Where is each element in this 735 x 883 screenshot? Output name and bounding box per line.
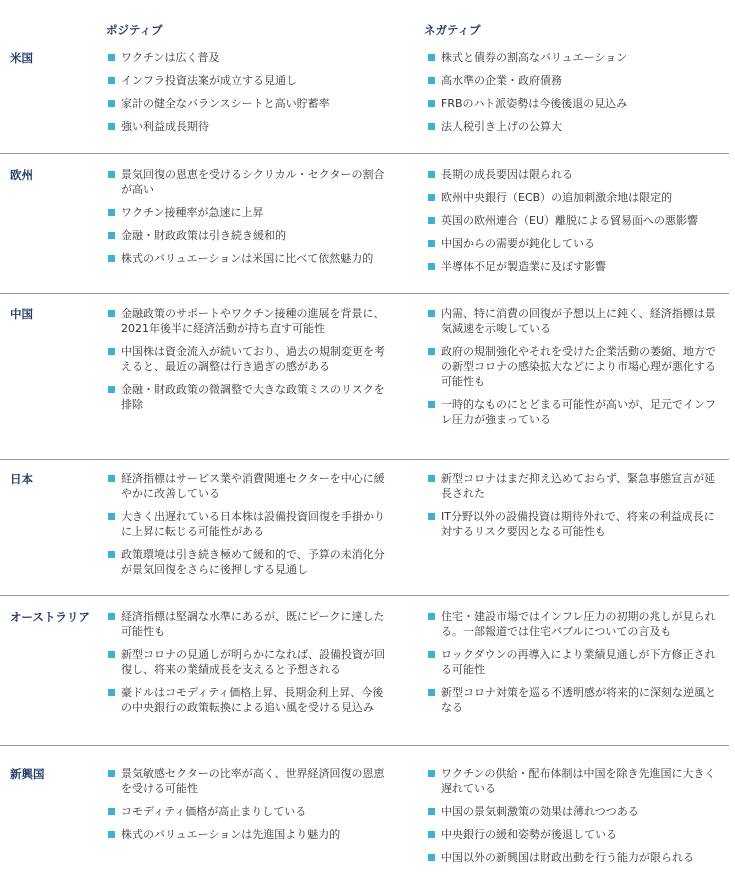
item-text: ワクチンは広く普及 xyxy=(121,51,220,64)
positive-header: ポジティブ xyxy=(106,23,163,37)
item-text: 家計の健全なバランスシートと高い貯蓄率 xyxy=(121,97,330,110)
positive-item xyxy=(108,306,393,336)
item-text: 中国からの需要が鈍化している xyxy=(441,237,595,250)
negative-header: ネガティブ xyxy=(424,23,481,37)
square-bullet-icon xyxy=(428,475,435,482)
positive-list xyxy=(108,766,393,850)
square-bullet-icon xyxy=(428,171,435,178)
item-text: FRBのハト派姿勢は今後後退の見込み xyxy=(441,97,628,110)
region-label: 中国 xyxy=(10,307,33,321)
positive-item xyxy=(108,471,393,501)
square-bullet-icon xyxy=(108,613,115,620)
square-bullet-icon xyxy=(428,263,435,270)
positive-item xyxy=(108,96,393,111)
item-text: 住宅・建設市場ではインフレ圧力の初期の兆しが見られる。一部報道では住宅バブルについての言及も xyxy=(441,610,716,638)
region-label: オーストラリア xyxy=(10,610,90,624)
section-divider xyxy=(0,745,729,746)
item-text: 株式と債券の割高なバリュエーション xyxy=(441,51,628,64)
square-bullet-icon xyxy=(428,651,435,658)
square-bullet-icon xyxy=(428,100,435,107)
positive-item xyxy=(108,685,393,715)
region-label: 欧州 xyxy=(10,168,33,182)
square-bullet-icon xyxy=(428,348,435,355)
item-text: 中国の景気刺激策の効果は薄れつつある xyxy=(441,805,639,818)
positive-list xyxy=(108,167,393,274)
square-bullet-icon xyxy=(428,217,435,224)
square-bullet-icon xyxy=(108,209,115,216)
item-text: 中国株は資金流入が続いており、過去の規制変更を考えると、最近の調整は行き過ぎの感がある xyxy=(121,345,385,373)
square-bullet-icon xyxy=(428,808,435,815)
item-text: ワクチンの供給・配布体制は中国を除き先進国に大きく遅れている xyxy=(441,767,716,795)
region-label: 日本 xyxy=(10,472,33,486)
square-bullet-icon xyxy=(428,854,435,861)
negative-item xyxy=(428,647,718,677)
item-text: 長期の成長要因は限られる xyxy=(441,168,573,181)
square-bullet-icon xyxy=(108,100,115,107)
negative-item xyxy=(428,236,718,251)
negative-item xyxy=(428,827,718,842)
square-bullet-icon xyxy=(428,240,435,247)
positive-item xyxy=(108,205,393,220)
square-bullet-icon xyxy=(108,348,115,355)
square-bullet-icon xyxy=(108,77,115,84)
negative-item xyxy=(428,850,718,865)
negative-item xyxy=(428,609,718,639)
positive-list xyxy=(108,50,393,142)
positive-item xyxy=(108,50,393,65)
positive-item xyxy=(108,804,393,819)
item-text: 新型コロナ対策を巡る不透明感が将来的に深刻な逆風となる xyxy=(441,686,716,714)
negative-item xyxy=(428,397,718,427)
negative-item xyxy=(428,766,718,796)
positive-item xyxy=(108,73,393,88)
item-text: 金融・財政政策の微調整で大きな政策ミスのリスクを排除 xyxy=(121,383,385,411)
negative-item xyxy=(428,50,718,65)
square-bullet-icon xyxy=(428,123,435,130)
positive-item xyxy=(108,119,393,134)
item-text: 欧州中央銀行（ECB）の追加刺激余地は限定的 xyxy=(441,191,673,204)
square-bullet-icon xyxy=(428,770,435,777)
section-divider xyxy=(0,459,729,460)
square-bullet-icon xyxy=(108,386,115,393)
square-bullet-icon xyxy=(428,194,435,201)
item-text: 中国以外の新興国は財政出動を行う能力が限られる xyxy=(441,851,694,864)
square-bullet-icon xyxy=(428,54,435,61)
square-bullet-icon xyxy=(108,232,115,239)
item-text: 景気敏感セクターの比率が高く、世界経済回復の恩恵を受ける可能性 xyxy=(121,767,385,795)
negative-list xyxy=(428,306,718,435)
negative-item xyxy=(428,119,718,134)
square-bullet-icon xyxy=(108,808,115,815)
negative-list xyxy=(428,471,718,547)
square-bullet-icon xyxy=(108,54,115,61)
region-label: 新興国 xyxy=(10,767,45,781)
item-text: ロックダウンの再導入により業績見通しが下方修正される可能性 xyxy=(441,648,716,676)
positive-item xyxy=(108,609,393,639)
item-text: 大きく出遅れている日本株は設備投資回復を手掛かりに上昇に転じる可能性がある xyxy=(121,510,385,538)
negative-item xyxy=(428,509,718,539)
item-text: 株式のバリュエーションは米国に比べて依然魅力的 xyxy=(121,252,374,265)
item-text: 政府の規制強化やそれを受けた企業活動の萎縮、地方での新型コロナの感染拡大などにより市場心理が悪化する可能性も xyxy=(441,345,716,388)
square-bullet-icon xyxy=(108,255,115,262)
negative-item xyxy=(428,344,718,389)
positive-item xyxy=(108,509,393,539)
section-divider xyxy=(0,595,729,596)
square-bullet-icon xyxy=(108,770,115,777)
item-text: 豪ドルはコモディティ価格上昇、長期金利上昇、今後の中央銀行の政策転換による追い風を受ける見込み xyxy=(121,686,384,714)
positive-item xyxy=(108,382,393,412)
item-text: インフラ投資法案が成立する見通し xyxy=(121,74,297,87)
negative-item xyxy=(428,190,718,205)
item-text: 経済指標は堅調な水準にあるが、既にピークに達した可能性も xyxy=(121,610,385,638)
square-bullet-icon xyxy=(108,123,115,130)
square-bullet-icon xyxy=(108,171,115,178)
square-bullet-icon xyxy=(108,831,115,838)
positive-item xyxy=(108,647,393,677)
item-text: 政策環境は引き続き極めて緩和的で、予算の未消化分が景気回復をさらに後押しする見通し xyxy=(121,548,385,576)
positive-list xyxy=(108,609,393,723)
negative-item xyxy=(428,259,718,274)
square-bullet-icon xyxy=(108,513,115,520)
negative-item xyxy=(428,213,718,228)
positive-list xyxy=(108,306,393,420)
positive-item xyxy=(108,167,393,197)
item-text: 金融・財政政策は引き続き緩和的 xyxy=(121,229,286,242)
section-divider xyxy=(0,293,729,294)
negative-list xyxy=(428,609,718,723)
square-bullet-icon xyxy=(108,689,115,696)
item-text: 内需、特に消費の回復が予想以上に鈍く、経済指標は景気減速を示唆している xyxy=(441,307,716,335)
negative-list xyxy=(428,167,718,282)
item-text: 法人税引き上げの公算大 xyxy=(441,120,562,133)
square-bullet-icon xyxy=(108,475,115,482)
item-text: 半導体不足が製造業に及ぼす影響 xyxy=(441,260,606,273)
item-text: 新型コロナの見通しが明らかになれば、設備投資が回復し、将来の業績成長を支えると予想される xyxy=(121,648,385,676)
item-text: 金融政策のサポートやワクチン接種の進展を背景に、2021年後半に経済活動が持ち直す可能性 xyxy=(121,307,385,335)
square-bullet-icon xyxy=(428,831,435,838)
item-text: 経済指標はサービス業や消費関連セクターを中心に緩やかに改善している xyxy=(121,472,385,500)
negative-list xyxy=(428,50,718,142)
item-text: 新型コロナはまだ抑え込めておらず、緊急事態宣言が延長された xyxy=(441,472,716,500)
negative-item xyxy=(428,167,718,182)
positive-item xyxy=(108,344,393,374)
negative-item xyxy=(428,96,718,111)
square-bullet-icon xyxy=(108,310,115,317)
square-bullet-icon xyxy=(428,401,435,408)
square-bullet-icon xyxy=(108,551,115,558)
item-text: 株式のバリュエーションは先進国より魅力的 xyxy=(121,828,341,841)
negative-item xyxy=(428,685,718,715)
positive-item xyxy=(108,766,393,796)
square-bullet-icon xyxy=(108,651,115,658)
negative-item xyxy=(428,306,718,336)
positive-list xyxy=(108,471,393,585)
item-text: 英国の欧州連合（EU）離脱による貿易面への悪影響 xyxy=(441,214,698,227)
item-text: 強い利益成長期待 xyxy=(121,120,209,133)
item-text: 中央銀行の緩和姿勢が後退している xyxy=(441,828,617,841)
square-bullet-icon xyxy=(428,689,435,696)
negative-item xyxy=(428,73,718,88)
item-text: ワクチン接種率が急速に上昇 xyxy=(121,206,264,219)
positive-item xyxy=(108,251,393,266)
square-bullet-icon xyxy=(428,310,435,317)
square-bullet-icon xyxy=(428,77,435,84)
negative-item xyxy=(428,804,718,819)
negative-list xyxy=(428,766,718,873)
item-text: 高水準の企業・政府債務 xyxy=(441,74,562,87)
column-header-row xyxy=(0,22,735,42)
positive-item xyxy=(108,827,393,842)
square-bullet-icon xyxy=(428,513,435,520)
square-bullet-icon xyxy=(428,613,435,620)
item-text: 一時的なものにとどまる可能性が高いが、足元でインフレ圧力が強まっている xyxy=(441,398,716,426)
negative-item xyxy=(428,471,718,501)
item-text: 景気回復の恩恵を受けるシクリカル・セクターの割合が高い xyxy=(121,168,385,196)
positive-item xyxy=(108,547,393,577)
positive-item xyxy=(108,228,393,243)
item-text: IT分野以外の設備投資は期待外れで、将来の利益成長に対するリスク要因となる可能性も xyxy=(441,510,715,538)
item-text: コモディティ価格が高止まりしている xyxy=(121,805,307,818)
section-divider xyxy=(0,153,729,154)
region-label: 米国 xyxy=(10,51,33,65)
